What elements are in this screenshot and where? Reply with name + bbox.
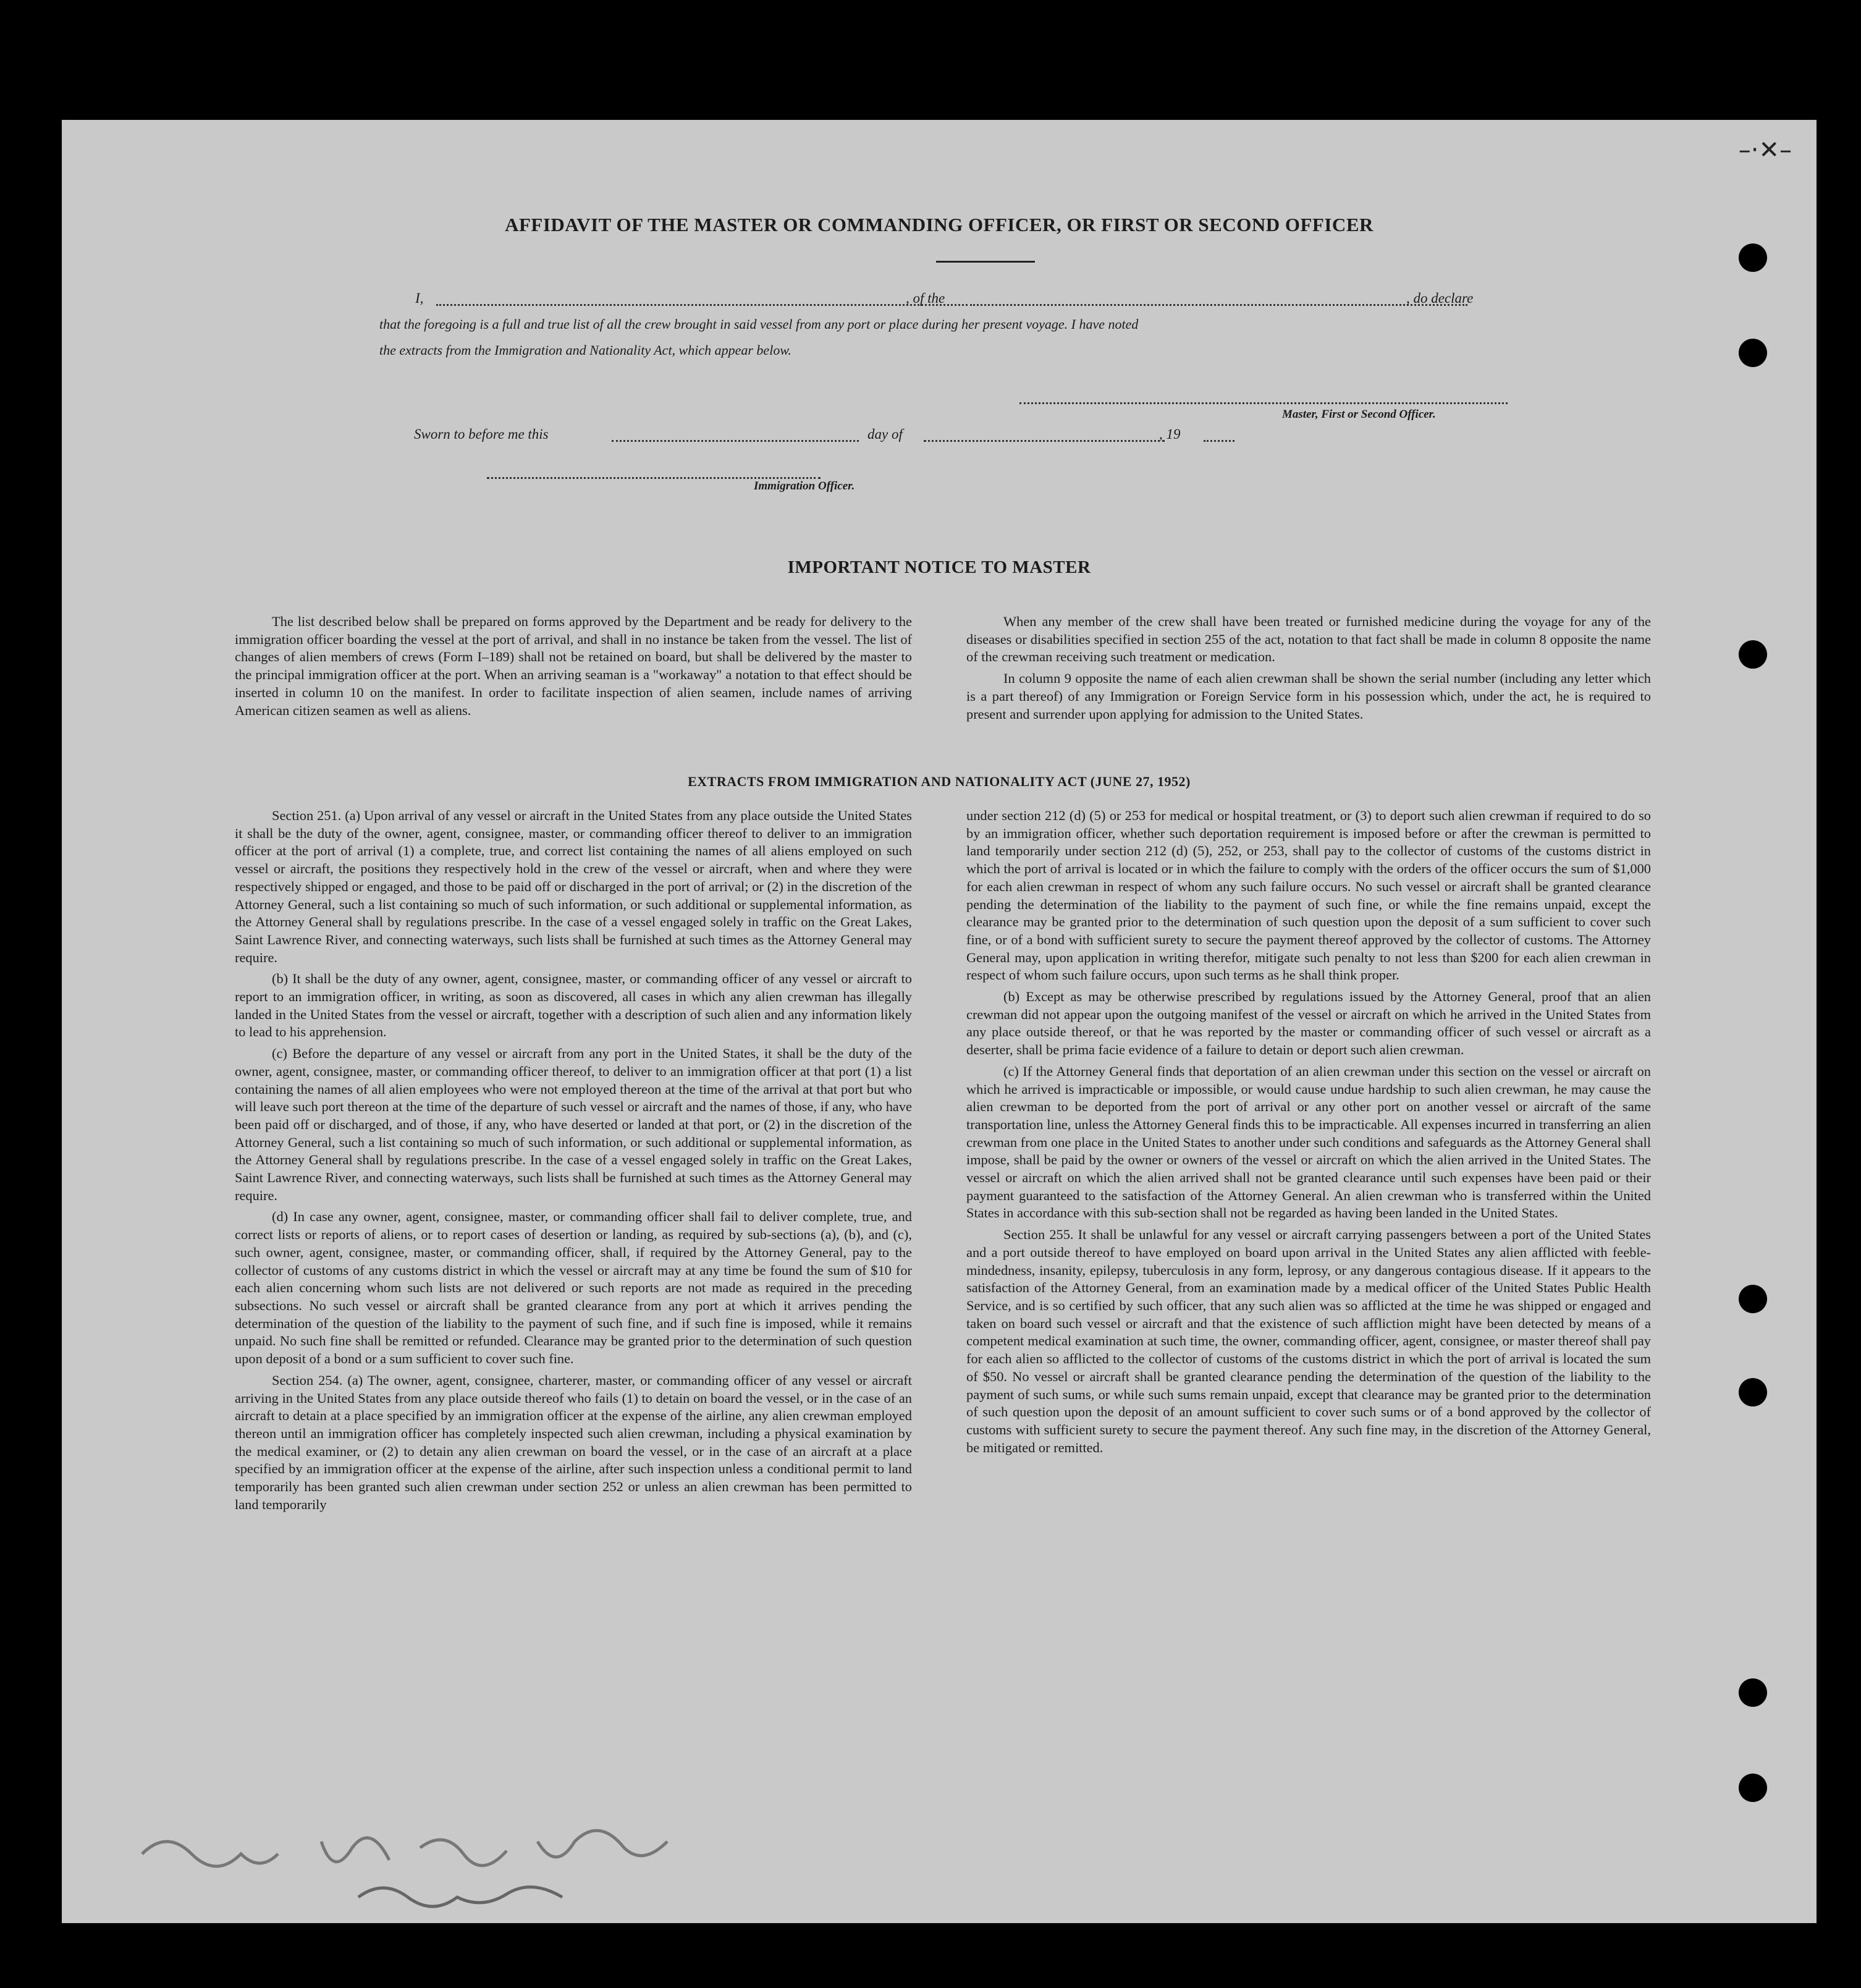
punch-hole xyxy=(1739,1774,1767,1802)
day-of-label: day of xyxy=(867,426,903,442)
extract-paragraph: (b) Except as may be otherwise prescribed by regulations issued by the Attorney General, proof that an alien crewman did not appear upon the outgoing manifest of the vessel or aircraft on which he arrived in the United States from any place outside thereof, or that he was reported by the master or commanding officer of such vessel or aircraft as a deserter, shall be prima facie evidence of a failure to detain or deport such alien crewman. xyxy=(966,989,1651,1058)
punch-hole xyxy=(1739,1678,1767,1707)
title-divider xyxy=(936,261,1035,263)
extract-paragraph: (c) If the Attorney General finds that deportation of an alien crewman under this section on the vessel or aircraft on which he arrived is impracticable or impossible, or would cause undue hardship to such alien crewman, he may cause the alien crewman to be deported from the port of arrival or any other port on another vessel or aircraft of the same transportation line, unless the Attorney General finds this to be impracticable. All expenses incurred in transferring an alien crewman from one place in the United States to another under such conditions and safeguards as the Attorney General shall impose, shall be paid by the owner or owners of the vessel or aircraft on which the alien arrived in the United States. The vessel or aircraft on which the alien arrived shall not be granted clearance until such expenses have been paid or their payment guaranteed to the satisfaction of the Attorney General. An alien crewman who is transferred within the United States in accordance with this sub-section shall not be regarded as having been landed in the United States. xyxy=(966,1063,1651,1221)
i-label: I, xyxy=(415,290,424,306)
handwriting-scribble xyxy=(136,1817,754,1928)
officer-signature-line[interactable] xyxy=(487,477,821,479)
do-declare-label: , do declare xyxy=(1406,290,1474,306)
extract-paragraph: Section 251. (a) Upon arrival of any vessel or aircraft in the United States from any place outside the United States it shall be the duty of the owner, agent, consignee, master, or commanding officer thereof to deliver to an immigration officer at the port of arrival (1) a complete, true, and correct list containing the names of all aliens employed on such vessel or aircraft, the positions they respectively hold in the crew of the vessel or aircraft, when and where they were respectively shipped or engaged, and those to be paid off or discharged in the port of arrival; or (2) in the discretion of the Attorney General, such a list containing so much of such information, or such additional or supplemental information, as the Attorney General shall by regulations prescribe. In the case of a vessel engaged solely in traffic on the Great Lakes, Saint Lawrence River, and connecting waterways, such lists shall be furnished at such times as the Attorney General may require. xyxy=(235,808,912,965)
notice-left-paragraph: The list described below shall be prepared on forms approved by the Department and be ready for delivery to the immigration officer boarding the vessel at the port of arrival, and shall in no instance be taken from the vessel. The list of changes of alien members of crews (Form I–189) shall not be retained on board, but shall be delivered by the master to the principal immigration officer at the port. When an arriving seaman is a "workaway" a notation to that effect should be inserted in column 10 on the manifest. In order to facilitate inspection of alien seamen, include names of arriving American citizen seamen as well as aliens. xyxy=(235,614,912,718)
statement-line-2: the extracts from the Immigration and Nationality Act, which appear below. xyxy=(379,342,791,358)
punch-hole xyxy=(1739,243,1767,272)
name-field[interactable] xyxy=(436,304,968,306)
officer-signature-label: Immigration Officer. xyxy=(754,480,855,493)
notice-left-column xyxy=(235,613,912,723)
punch-hole xyxy=(1739,1378,1767,1406)
extracts-right-column xyxy=(966,807,1651,1460)
affidavit-title: AFFIDAVIT OF THE MASTER OR COMMANDING OFFICER, OR FIRST OR SECOND OFFICER xyxy=(505,214,1374,235)
statement-line-1: that the foregoing is a full and true list of all the crew brought in said vessel from any port or place during her present voyage. I have noted xyxy=(379,316,1139,332)
extract-paragraph: (b) It shall be the duty of any owner, agent, consignee, master, or commanding officer of any vessel or aircraft to report to an immigration officer, in writing, as soon as discovered, all cases in which any alien crewman has illegally landed in the United States from the vessel or aircraft, together with a description of such alien and any information likely to lead to his apprehension. xyxy=(235,971,912,1040)
extracts-title: EXTRACTS FROM IMMIGRATION AND NATIONALITY ACT (JUNE 27, 1952) xyxy=(688,774,1191,789)
notice-right-paragraph-1: When any member of the crew shall have been treated or furnished medicine during the voyage for any of the diseases or disabilities specified in section 255 of the act, notation to that fact shall be made in column 8 opposite the name of the crewman receiving such treatment or medication. xyxy=(966,614,1651,665)
master-signature-label: Master, First or Second Officer. xyxy=(1282,408,1436,421)
punch-hole xyxy=(1739,1285,1767,1313)
year-label: , 19 xyxy=(1159,426,1181,442)
notice-title: IMPORTANT NOTICE TO MASTER xyxy=(787,557,1091,577)
sworn-month-field[interactable] xyxy=(924,440,1165,442)
punch-hole xyxy=(1739,640,1767,669)
corner-pencil-mark: –·✕– xyxy=(1738,136,1792,164)
master-signature-line[interactable] xyxy=(1019,402,1508,404)
notice-right-column xyxy=(966,613,1651,727)
sworn-year-field[interactable] xyxy=(1204,440,1234,442)
extract-paragraph: Section 255. It shall be unlawful for any vessel or aircraft carrying passengers between a port of the United States and a port outside thereof to have employed on board upon arrival in the United States any alien afflicted with feeble-mindedness, insanity, epilepsy, tuberculosis in any form, leprosy, or any dangerous contagious disease. If it appears to the satisfaction of the Attorney General, from an examination made by a medical officer of the United States Public Health Service, and is so certified by such officer, that any such alien was so afflicted at the time he was shipped or engaged and taken on board such vessel or aircraft and that the existence of such affliction might have been detected by means of a competent medical examination at such time, the owner, commanding officer, agent, consignee, or master thereof shall pay for each alien so afflicted to the collector of customs of the customs district in which the port of arrival is located the sum of $50. No vessel or aircraft shall be granted clearance pending the determination of the question of the liability to the payment of such sums, or while such sums remain unpaid, except that clearance may be granted prior to the determination of such question upon the deposit of an amount sufficient to cover such sums or of a bond approved by the collector of customs with sufficient surety to secure the payment thereof. Any such fine may, in the discretion of the Attorney General, be mitigated or remitted. xyxy=(966,1227,1651,1455)
extract-paragraph: Section 254. (a) The owner, agent, consignee, charterer, master, or commanding officer of any vessel or aircraft arriving in the United States from any place outside thereof who fails (1) to detain on board the vessel, or in the case of an aircraft to detain at a place specified by an immigration officer at the expense of the airline, any alien crewman employed thereon until an immigration officer has completely inspected such alien crewman, including a physical examination by the medical examiner, or (2) to detain any alien crewman on board the vessel, or in the case of an aircraft at a place specified by an immigration officer at the expense of the airline, after such inspection unless a conditional permit to land temporarily has been granted such alien crewman under section 252 or unless an alien crewman has been permitted to land temporarily xyxy=(235,1372,912,1512)
extract-paragraph: under section 212 (d) (5) or 253 for medical or hospital treatment, or (3) to deport such alien crewman if required to do so by an immigration officer, whether such deportation requirement is imposed before or after the crewman is permitted to land temporarily under section 212 (d) (5), 252, or 253, shall pay to the collector of customs of the customs district in which the port of arrival is located or in which the failure to comply with the orders of the officer occurs the sum of $1,000 for each alien crewman in respect of whom any such failure occurs. No such vessel or aircraft shall be granted clearance pending the determination of the liability to the payment of such fine, or while the fine remains unpaid, except the clearance may be granted prior to the determination of such question upon the deposit of a sum sufficient to cover such fine, or of a bond with sufficient surety to secure the payment thereof approved by the collector of customs. The Attorney General may, upon application in writing therefor, mitigate such penalty to not less than $200 for each alien crewman in respect of whom such failure occurs, upon such terms as he shall think proper. xyxy=(966,808,1651,983)
sworn-label: Sworn to before me this xyxy=(414,426,549,442)
of-the-label: , of the xyxy=(906,290,945,306)
extract-paragraph: (d) In case any owner, agent, consignee, master, or commanding officer shall fail to deliver complete, true, and correct lists or reports of aliens, or to report cases of desertion or landing, as required by sub-sections (a), (b), and (c), such owner, agent, consignee, master, or commanding officer, shall, if required by the Attorney General, pay to the collector of customs of any customs district in which the vessel or aircraft may at any time be found the sum of $10 for each alien concerning whom such lists are not delivered or such reports are not made as required in the preceding subsections. No such vessel or aircraft shall be granted clearance from any port at which it arrives pending the determination of the question of the liability to the payment of such fine, and if such fine is imposed, while it remains unpaid. No such fine shall be remitted or refunded. Clearance may be granted prior to the determination of such question upon deposit of a bond or a sum sufficient to cover such fine. xyxy=(235,1209,912,1367)
punch-hole xyxy=(1739,339,1767,367)
extracts-left-column xyxy=(235,807,912,1517)
sworn-day-field[interactable] xyxy=(612,440,859,442)
vessel-field[interactable] xyxy=(970,304,1467,306)
notice-right-paragraph-2: In column 9 opposite the name of each alien crewman shall be shown the serial number (including any letter which is a part thereof) of any Immigration or Foreign Service form in his possession which, under the act, he is required to present and surrender upon applying for admission to the United States. xyxy=(966,670,1651,722)
form-sheet xyxy=(62,120,1817,1923)
extract-paragraph: (c) Before the departure of any vessel or aircraft from any port in the United States, it shall be the duty of the owner, agent, consignee, master, or commanding officer thereof, to deliver to an immigration officer at that port (1) a list containing the names of all alien employees who were not employed thereon at the time of the arrival at that port but who will leave such port thereon at the time of the departure of such vessel or aircraft and the names of those, if any, who have been paid off or discharged, and of those, if any, who have deserted or landed at that port, or (2) in the discretion of the Attorney General, such a list containing so much of such information, or such additional or supplemental information, as the Attorney General shall by regulations prescribe. In the case of a vessel engaged solely in traffic on the Great Lakes, Saint Lawrence River, and connecting waterways, such lists shall be furnished at such times as the Attorney General may require. xyxy=(235,1046,912,1203)
